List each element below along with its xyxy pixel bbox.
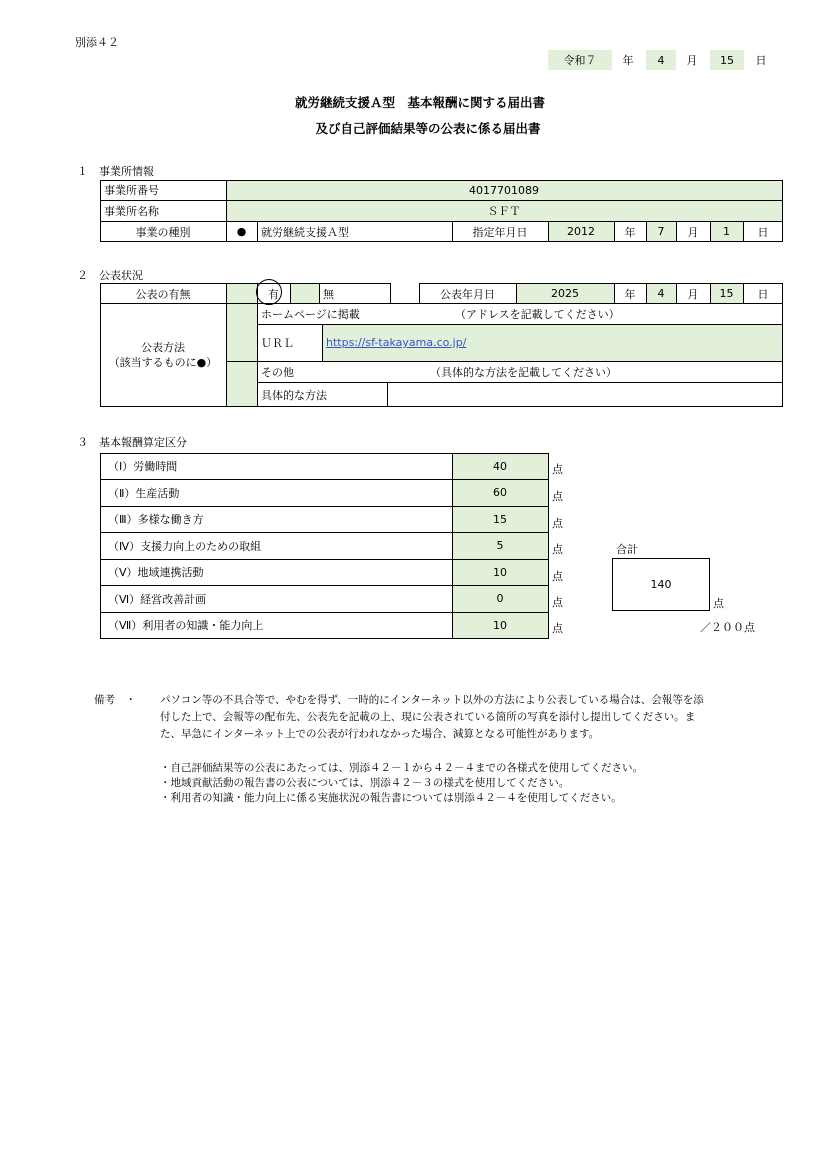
designated-month-unit: 月 [687,225,699,239]
score-item-value: 10 [493,618,507,632]
notes-paragraph-line: 付した上で、会報等の配布先、公表先を記載の上、現に公表されている箇所の写真を添付し提出してください。ま [160,711,696,723]
designated-year-unit: 年 [624,225,636,239]
specific-method-label: 具体的な方法 [261,388,327,402]
office-name-value: ＳＦＴ [487,204,521,218]
score-item-unit: 点 [552,596,563,609]
business-type-mark: ● [236,225,247,238]
designated-date-label: 指定年月日 [472,225,528,239]
publication-status-label: 公表の有無 [135,287,191,301]
score-item-label: （Ⅵ）経営改善計画 [108,592,207,606]
header-year-unit: 年 [622,54,634,67]
office-name-label: 事業所名称 [104,204,159,218]
url-link[interactable]: https://sf-takayama.co.jp/ [326,336,467,349]
designated-year: 2012 [567,225,595,238]
score-item-value: 0 [496,592,504,605]
publication-date-label: 公表年月日 [440,287,495,301]
score-item-label: （Ⅰ）労働時間 [108,460,178,473]
office-number-label: 事業所番号 [104,184,159,197]
homepage-label: ホームページに掲載 [261,307,360,321]
publication-yes-option: 有 [268,287,279,301]
url-label: ＵＲＬ [261,336,294,350]
document-reference: 別添４２ [75,36,119,49]
score-item-label: （Ⅱ）生産活動 [108,486,180,500]
notes-bullet: ・利用者の知識・能力向上に係る実施状況の報告書については別添４２－４を使用してください。 [160,792,622,804]
publication-month: 4 [657,287,665,300]
method-instruction: （該当するものに●） [108,356,218,369]
publication-day-unit: 日 [757,287,769,301]
office-number-value: 4017701089 [469,183,539,197]
section2-heading: ２ 公表状況 [77,269,143,282]
other-method-label: その他 [261,365,294,379]
total-score: 140 [650,578,672,591]
method-label: 公表方法 [141,341,185,354]
section3-heading: ３ 基本報酬算定区分 [77,436,187,449]
designated-day: 1 [723,225,730,238]
publication-no-option: 無 [323,287,334,301]
notes-bullet: ・自己評価結果等の公表にあたっては、別添４２－１から４２－４までの各様式を使用してください。 [160,762,643,774]
score-item-unit: 点 [552,517,563,530]
score-item-unit: 点 [552,463,563,476]
homepage-note: （アドレスを記載してください） [455,307,620,321]
score-item-label: （Ⅶ）利用者の知識・能力向上 [108,619,264,632]
score-item-unit: 点 [552,622,563,635]
business-type-label: 事業の種別 [135,225,191,239]
score-item-unit: 点 [552,543,563,556]
score-item-value: 60 [493,486,507,499]
header-day: 15 [710,50,744,70]
notes-bullet: ・地域貢献活動の報告書の公表については、別添４２－３の様式を使用してください。 [160,777,570,789]
total-label: 合計 [616,543,638,556]
page-subtitle: 及び自己評価結果等の公表に係る届出書 [315,121,541,136]
total-unit: 点 [713,597,724,610]
designated-month: 7 [657,225,665,238]
score-item-label: （Ⅴ）地域連携活動 [108,566,204,579]
notes-paragraph-line: た、早急にインターネット上での公表が行われなかった場合、減算となる可能性があります。 [160,728,600,740]
designated-day-unit: 日 [757,225,769,239]
score-item-value: 10 [493,565,507,579]
notes-paragraph-line: パソコン等の不具合等で、やむを得ず、一時的にインターネット以外の方法により公表している場合は、会報等を添 [160,694,704,706]
score-item-value: 5 [496,539,504,552]
other-method-note: （具体的な方法を記載してください） [430,365,617,379]
business-type-value: 就労継続支援Ａ型 [261,225,349,239]
section1-heading: １ 事業所情報 [77,165,154,178]
score-item-label: （Ⅲ）多様な働き方 [108,513,204,526]
publication-year-unit: 年 [624,287,636,301]
header-month: 4 [646,50,676,70]
score-item-label: （Ⅳ）支援力向上のための取組 [108,539,262,553]
selected-circle-mark [256,279,282,305]
header-month-unit: 月 [686,54,698,67]
header-day-unit: 日 [755,54,767,67]
notes-label: 備考 ・ [94,694,136,706]
publication-month-unit: 月 [687,287,699,301]
publication-year: 2025 [551,287,579,300]
score-item-value: 15 [493,512,507,526]
max-score: ／２００点 [700,621,755,634]
score-item-unit: 点 [552,570,563,583]
specific-method-value [387,382,782,407]
score-item-value: 40 [493,459,507,473]
score-item-unit: 点 [552,490,563,503]
header-era-year: 令和７ [548,50,612,70]
page-title: 就労継続支援Ａ型 基本報酬に関する届出書 [294,95,545,110]
publication-day: 15 [719,287,734,300]
